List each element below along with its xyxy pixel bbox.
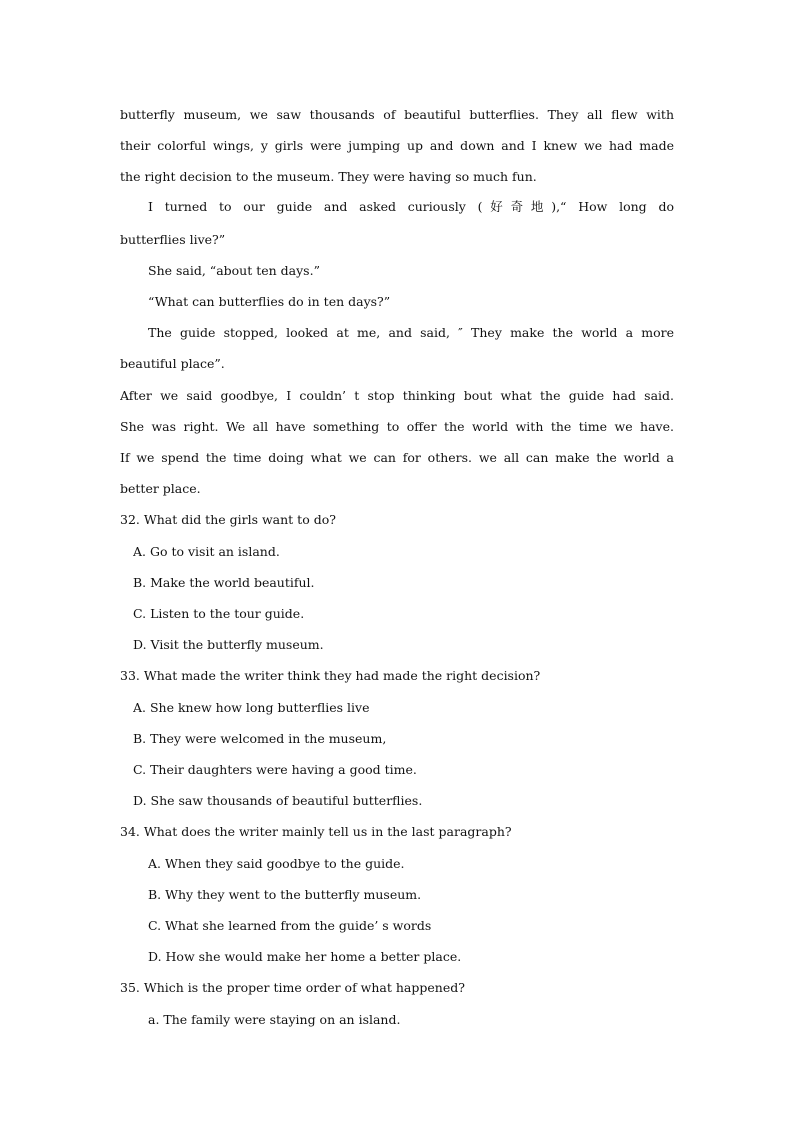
answer-option: C. Their daughters were having a good time. bbox=[133, 762, 417, 777]
question-stem: 32. What did the girls want to do? bbox=[120, 512, 336, 527]
answer-option: B. Why they went to the butterfly museum. bbox=[148, 887, 422, 902]
passage-line: butterfly museum, we saw thousands of beautiful butterflies. They all flew with bbox=[120, 107, 674, 122]
passage-line: She was right. We all have something to offer the world with the time we have. bbox=[120, 419, 674, 434]
passage-line: The guide stopped, looked at me, and said, ″ They make the world a more bbox=[148, 325, 674, 340]
answer-option: D. She saw thousands of beautiful butterflies. bbox=[133, 793, 423, 808]
answer-option: A. When they said goodbye to the guide. bbox=[148, 856, 405, 871]
passage-line: I turned to our guide and asked curiously (好奇地),“ How long do bbox=[148, 199, 674, 214]
passage-line: “What can butterflies do in ten days?” bbox=[148, 294, 391, 309]
passage-line: their colorful wings, y girls were jumping up and down and I knew we had made bbox=[120, 138, 674, 153]
passage-line: She said, “about ten days.” bbox=[148, 263, 320, 278]
answer-option: C. Listen to the tour guide. bbox=[133, 606, 305, 621]
passage-line: beautiful place”. bbox=[120, 356, 225, 371]
question-stem: 33. What made the writer think they had made the right decision? bbox=[120, 668, 541, 683]
answer-option: D. Visit the butterfly museum. bbox=[133, 637, 324, 652]
passage-line: If we spend the time doing what we can for others. we all can make the world a bbox=[120, 450, 674, 465]
answer-option: B. Make the world beautiful. bbox=[133, 575, 315, 590]
answer-option: A. Go to visit an island. bbox=[133, 544, 280, 559]
passage-line: After we said goodbye, I couldn’ t stop thinking bout what the guide had said. bbox=[120, 388, 674, 403]
answer-option: A. She knew how long butterflies live bbox=[133, 700, 370, 715]
passage-line: butterflies live?” bbox=[120, 232, 226, 247]
answer-option: C. What she learned from the guide’ s words bbox=[148, 918, 432, 933]
passage-line: the right decision to the museum. They were having so much fun. bbox=[120, 169, 537, 184]
question-stem: 34. What does the writer mainly tell us in the last paragraph? bbox=[120, 824, 512, 839]
answer-option: D. How she would make her home a better place. bbox=[148, 949, 462, 964]
passage-line: better place. bbox=[120, 481, 201, 496]
answer-option: B. They were welcomed in the museum, bbox=[133, 731, 387, 746]
answer-option: a. The family were staying on an island. bbox=[148, 1012, 401, 1027]
question-stem: 35. Which is the proper time order of what happened? bbox=[120, 980, 465, 995]
